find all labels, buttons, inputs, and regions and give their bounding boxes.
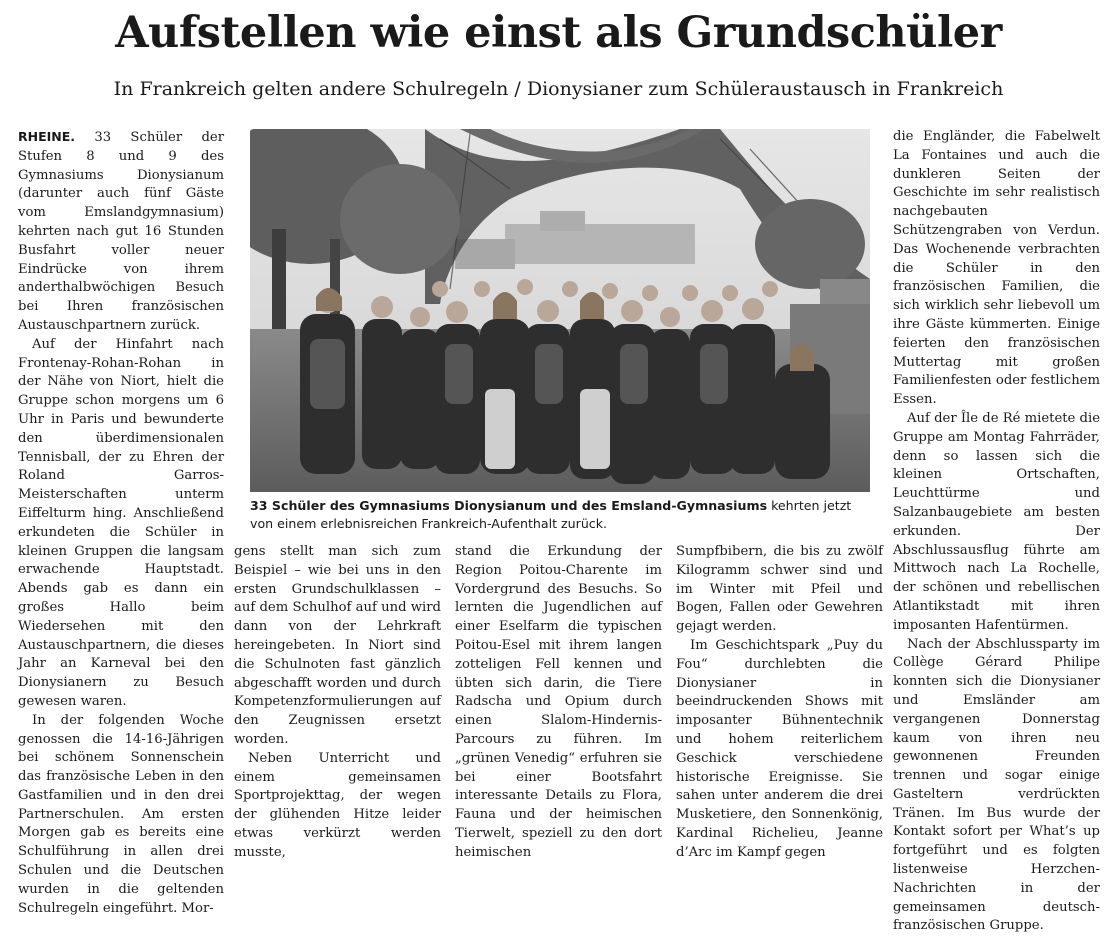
paragraph: Auf der Hinfahrt nach Frontenay-Rohan-Rohan in der Nähe von Niort, hielt die Gruppe schon morgens um 6 Uhr in Paris und bewunderte den überdimensionalen Tennisball, der zu Ehren der Roland Garros-Meisterschaften unterm Eiffelturm hing. Anschließend erkundeten die Schüler in kleinen Gruppen die langsam erwachende Hauptstadt. Abends gab es dann ein großes Hallo beim Wiedersehen mit den Austauschpartnern, die dieses Jahr an Karneval bei den Dionysianern zu Besuch gewesen waren. — [18, 336, 224, 709]
paragraph: die Engländer, die Fabelwelt La Fontaines und auch die dunkleren Seiten der Geschichte im sehr realistisch nachgebauten Schützengraben von Verdun. Das Wochenende verbrachten die Schüler in den französischen Familien, die sich wirklich sehr liebevoll um ihre Gäste kümmerten. Einige feierten den französischen Muttertag mit großen Familienfesten oder festlichem Essen. — [893, 129, 1100, 408]
article-headline: Aufstellen wie einst als Grundschüler — [115, 8, 1002, 58]
paragraph — [18, 128, 224, 336]
paragraph: In der folgenden Woche genossen die 14-16-Jährigen bei schönem Sonnenschein das französische Leben in den Gastfamilien und in den drei Partnerschulen. Am ersten Morgen gab es bereits eine Schulführung in allen drei Schulen und die Deutschen wurden in die geltenden Schulregeln eingeführt. Mor- — [18, 712, 224, 916]
caption-text: kehrten jetzt von einem erlebnisreichen Frankreich-Aufenthalt zurück. — [250, 498, 852, 531]
article-column-5 — [893, 128, 1100, 936]
article-column-4 — [676, 543, 883, 863]
paragraph: gens stellt man sich zum Beispiel – wie bei uns in den ersten Grundschulklassen – auf dem Schulhof auf und wird dann von der Lehrkraft hereingebeten. In Niort sind die Schulnoten fast gänzlich abgeschafft worden und durch Kompetenzformulierungen auf den Zeugnissen ersetzt worden. — [234, 544, 441, 747]
photo-caption — [250, 497, 870, 533]
photo-illustration — [250, 129, 870, 492]
paragraph-text: 33 Schüler der Stufen 8 und 9 des Gymnasiums Dionysianum (darunter auch fünf Gäste vom Emslandgymnasium) kehrten nach gut 16 Stunden Busfahrt voller neuer Eindrücke von ihrem anderthalbwöchigen Besuch bei Ihren französischen Austauschpartnern zurück. — [18, 130, 224, 333]
article-column-1 — [18, 128, 224, 918]
paragraph: Sumpfbibern, die bis zu zwölf Kilogramm schwer sind und im Winter mit Pfeil und Bogen, Fallen oder Gewehren gejagt werden. — [676, 544, 883, 635]
group-photo-eiffel-tower — [250, 129, 870, 492]
paragraph: Nach der Abschlussparty im Collège Gérard Philipe konnten sich die Dionysianer und Emsländer am vergangenen Donnerstag kaum von ihren neu gewonnenen Freunden trennen und sogar einige Gasteltern verdrückten Tränen. Im Bus wurde der Kontakt sofort per What’s up fortgeführt und es folgten listenweise Herzchen-Nachrichten in der gemeinsamen deutsch-französischen Gruppe. — [893, 636, 1100, 934]
paragraph: Im Geschichtspark „Puy du Fou“ durchlebten die Dionysianer in beeindruckenden Shows mit imposanter Bühnentechnik und hohem reiterlichem Geschick verschiedene historische Ereignisse. Sie sahen unter anderem die drei Musketiere, den Sonnenkönig, Kardinal Richelieu, Jeanne d’Arc im Kampf gegen — [676, 637, 883, 860]
article-column-3 — [455, 543, 662, 863]
article-column-2 — [234, 543, 441, 863]
paragraph: Neben Unterricht und einem gemeinsamen Sportprojekttag, der wegen der glühenden Hitze leider etwas verkürzt werden musste, — [234, 750, 441, 860]
paragraph: stand die Erkundung der Region Poitou-Charente im Vordergrund des Besuchs. So lernten die Jugendlichen auf einer Eselfarm die typischen Poitou-Esel mit ihrem langen zotteligen Fell kennen und übten sich darin, die Tiere Radscha und Opium durch einen Slalom-Hindernis-Parcours zu führen. Im „grünen Venedig“ erfuhren sie bei einer Bootsfahrt interessante Details zu Flora, Fauna und der heimischen Tierwelt, speziell zu den dort heimischen — [455, 544, 662, 860]
caption-bold: 33 Schüler des Gymnasiums Dionysianum und des Emsland-Gymnasiums — [250, 498, 768, 513]
dateline: RHEINE. — [18, 129, 76, 144]
article-subheadline: In Frankreich gelten andere Schulregeln / Dionysianer zum Schüleraustausch in Frankreich — [113, 78, 1004, 100]
paragraph: Auf der Île de Ré mietete die Gruppe am Montag Fahrräder, denn so lassen sich die kleinen Ortschaften, Leuchttürme und Salzanbaugebiete am besten erkunden. Der Abschlussausflug führte am Mittwoch nach La Rochelle, der schönen und rebellischen Atlantikstadt mit ihren imposanten Hafentürmen. — [893, 410, 1101, 633]
